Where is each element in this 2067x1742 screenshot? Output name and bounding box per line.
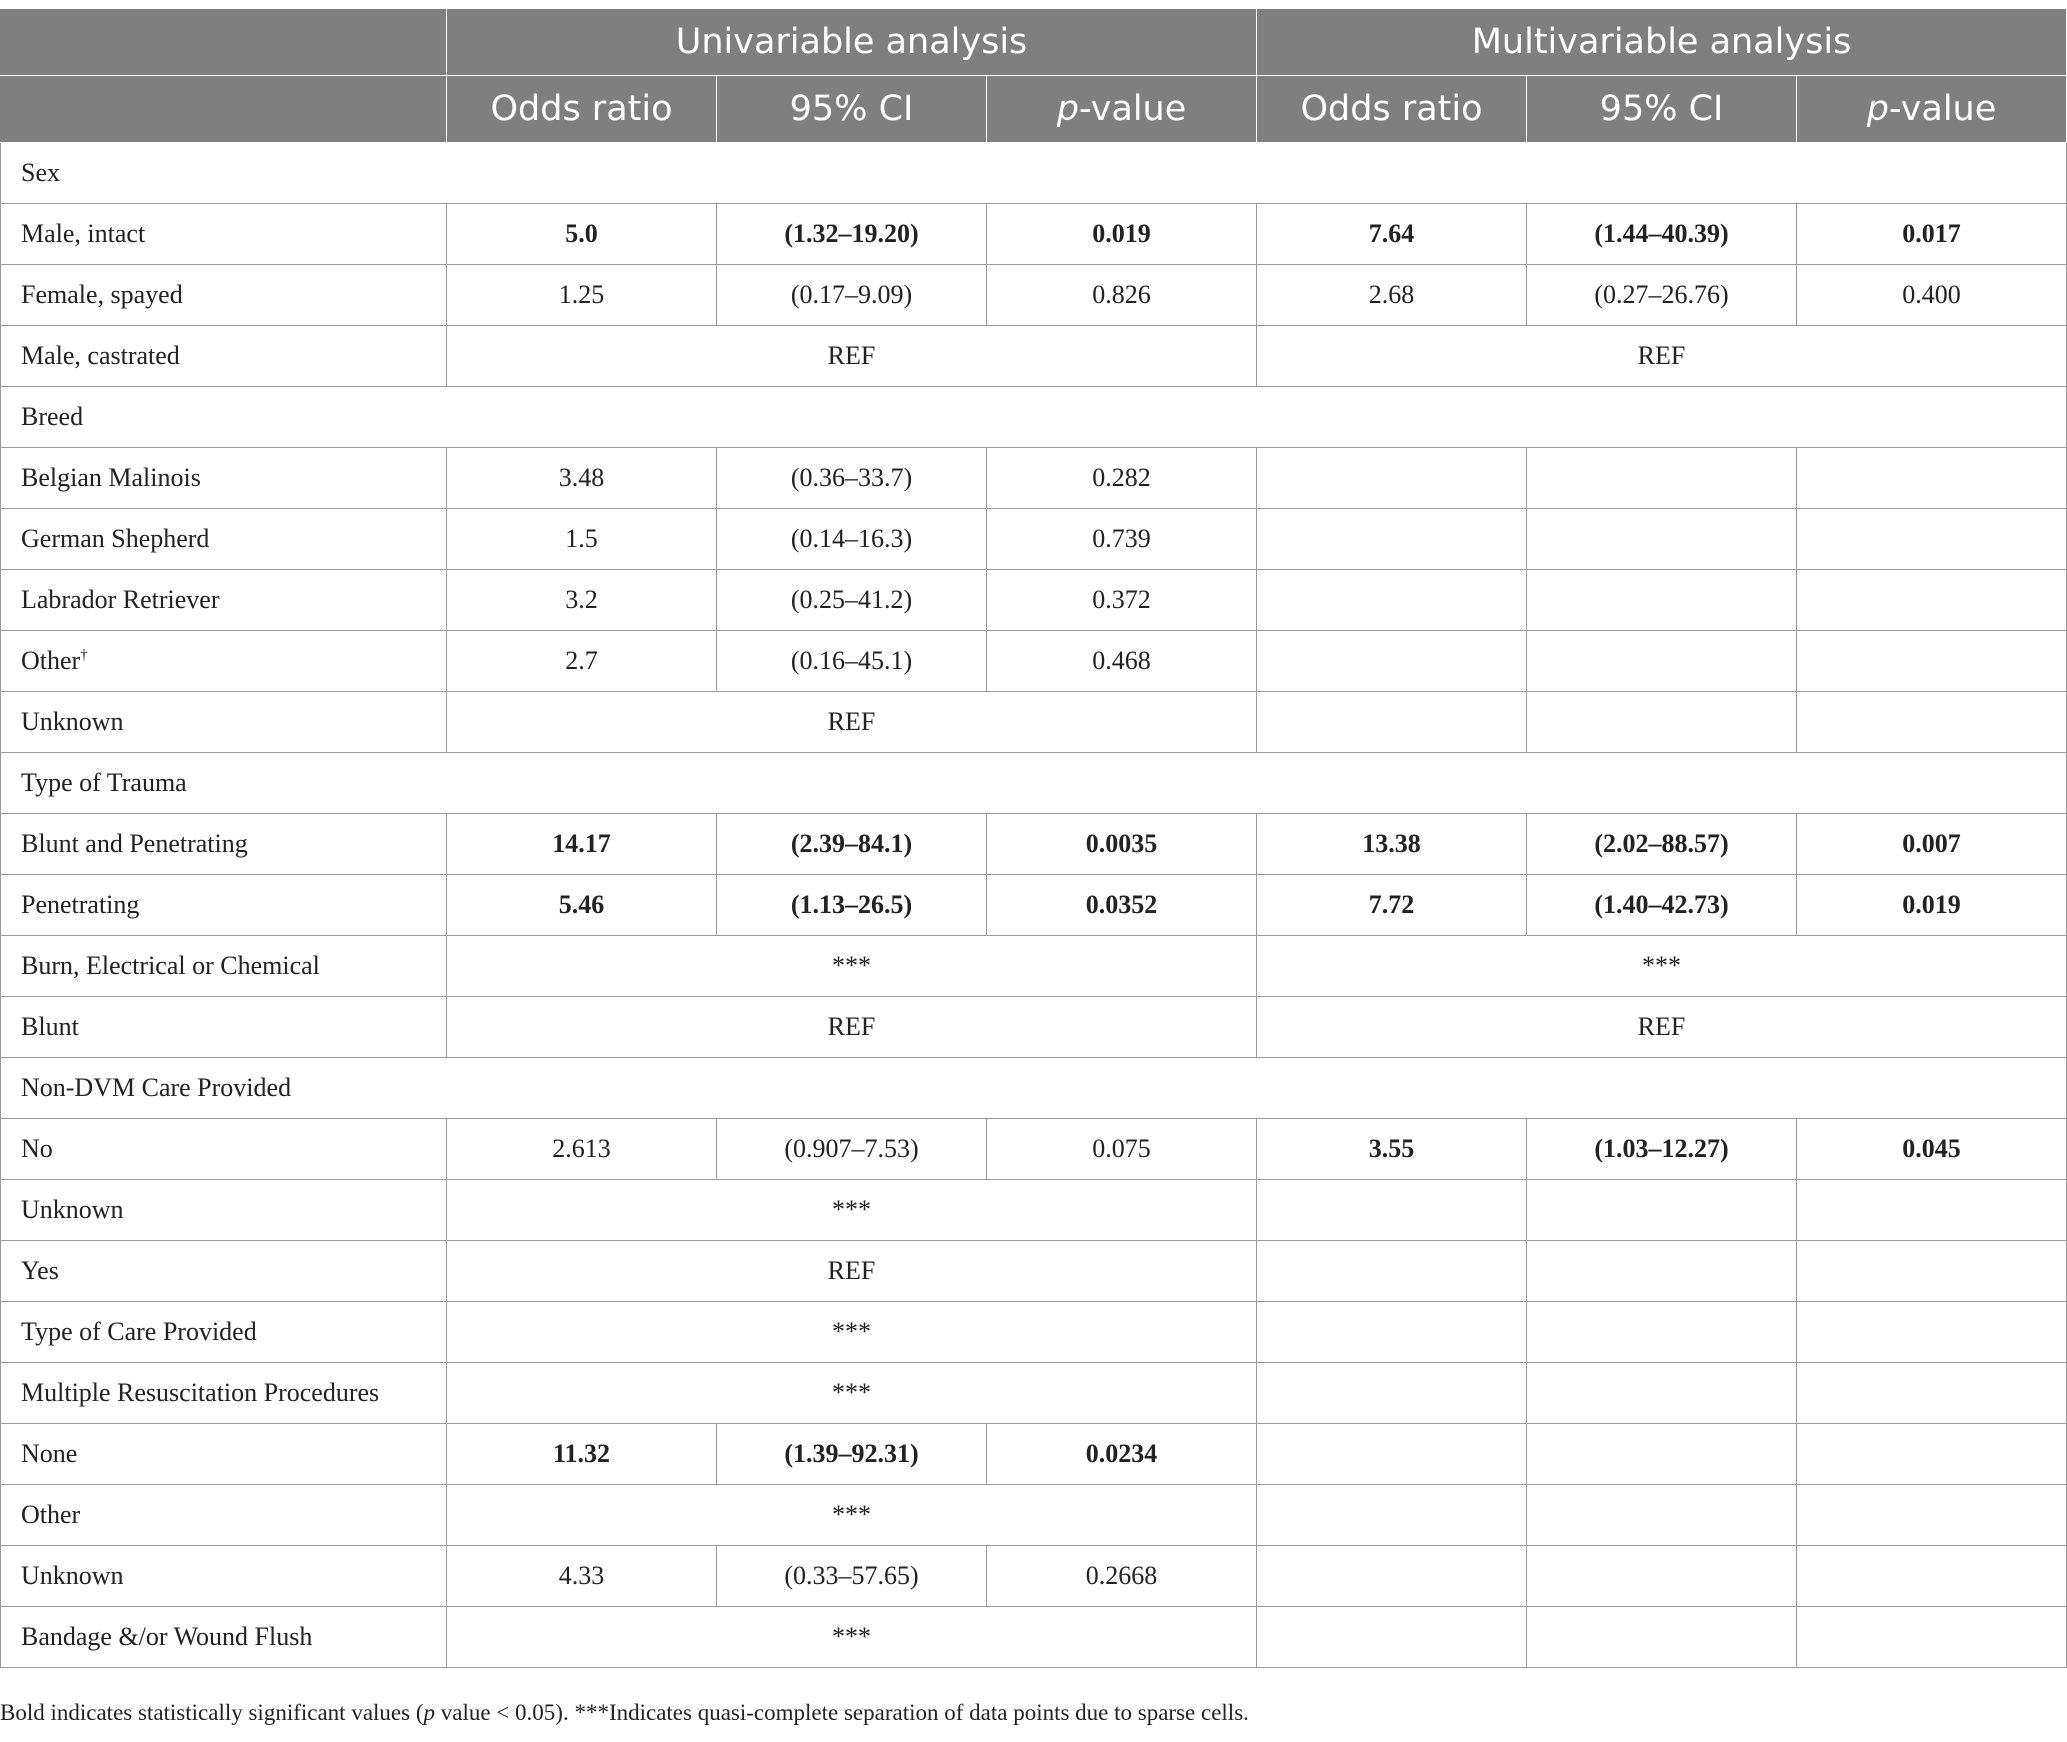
u-ci: (1.13–26.5) [717,875,987,936]
table-row-unknown-care [1,1180,2067,1241]
u-pvalue: 0.826 [987,265,1257,326]
header-m-pvalue: p-value [1797,76,2067,143]
row-label: Other† [1,631,447,692]
row-label: Unknown [1,692,447,753]
table-row-other-care [1,1485,2067,1546]
header-u-odds-ratio: Odds ratio [447,76,717,143]
m-empty [1797,448,2067,509]
u-odds-ratio: 1.5 [447,509,717,570]
u-pvalue: 0.739 [987,509,1257,570]
u-pvalue: 0.0352 [987,875,1257,936]
u-pvalue: 0.282 [987,448,1257,509]
m-empty [1797,1546,2067,1607]
m-empty [1797,1363,2067,1424]
m-ci: (1.03–12.27) [1527,1119,1797,1180]
m-pvalue: 0.019 [1797,875,2067,936]
table-row-male-castrated [1,326,2067,387]
m-empty [1257,631,1527,692]
section-label: Sex [1,143,2067,204]
row-label: Male, castrated [1,326,447,387]
table-row-penetrating [1,875,2067,936]
header-m-odds-ratio: Odds ratio [1257,76,1527,143]
m-odds-ratio: 2.68 [1257,265,1527,326]
m-ci: (0.27–26.76) [1527,265,1797,326]
header-u-pvalue: p-value [987,76,1257,143]
m-empty [1527,1424,1797,1485]
u-separation-cell: *** [447,936,1257,997]
m-empty [1797,1241,2067,1302]
row-label: Female, spayed [1,265,447,326]
row-label: Unknown [1,1546,447,1607]
row-label: No [1,1119,447,1180]
odds-ratio-table [0,8,2067,1668]
m-empty [1527,1607,1797,1668]
m-empty [1527,570,1797,631]
results-table-container [0,8,2067,1668]
u-pvalue: 0.2668 [987,1546,1257,1607]
m-empty [1797,1180,2067,1241]
row-label: Labrador Retriever [1,570,447,631]
table-header [1,9,2067,143]
u-odds-ratio: 5.46 [447,875,717,936]
m-odds-ratio: 13.38 [1257,814,1527,875]
row-label: Male, intact [1,204,447,265]
m-empty [1797,570,2067,631]
u-odds-ratio: 3.2 [447,570,717,631]
m-empty [1797,692,2067,753]
m-pvalue: 0.017 [1797,204,2067,265]
m-pvalue: 0.007 [1797,814,2067,875]
m-empty [1257,1485,1527,1546]
u-pvalue: 0.0035 [987,814,1257,875]
row-label: Bandage &/or Wound Flush [1,1607,447,1668]
u-pvalue: 0.468 [987,631,1257,692]
section-label: Type of Trauma [1,753,2067,814]
u-separation-cell: *** [447,1302,1257,1363]
header-m-ci: 95% CI [1527,76,1797,143]
row-label: Yes [1,1241,447,1302]
m-empty [1527,509,1797,570]
u-ref-cell: REF [447,997,1257,1058]
row-label: Belgian Malinois [1,448,447,509]
row-label: German Shepherd [1,509,447,570]
m-empty [1257,1180,1527,1241]
u-ci: (0.17–9.09) [717,265,987,326]
table-row-belgian-malinois [1,448,2067,509]
table-row-blunt [1,997,2067,1058]
m-empty [1797,509,2067,570]
u-ci: (2.39–84.1) [717,814,987,875]
u-ci: (0.16–45.1) [717,631,987,692]
row-label: Burn, Electrical or Chemical [1,936,447,997]
u-pvalue: 0.0234 [987,1424,1257,1485]
row-label: Other [1,1485,447,1546]
table-row-german-shepherd [1,509,2067,570]
m-empty [1527,692,1797,753]
section-row-non-dvm-care [1,1058,2067,1119]
m-ref-cell: REF [1257,326,2067,387]
u-ci: (0.33–57.65) [717,1546,987,1607]
m-empty [1797,1424,2067,1485]
header-univariable: Univariable analysis [447,9,1257,76]
footnote-dagger: † [80,647,88,663]
m-pvalue: 0.400 [1797,265,2067,326]
u-ref-cell: REF [447,1241,1257,1302]
table-row-no [1,1119,2067,1180]
section-label: Breed [1,387,2067,448]
table-row-labrador-retriever [1,570,2067,631]
u-odds-ratio: 1.25 [447,265,717,326]
section-row-breed [1,387,2067,448]
u-ci: (0.25–41.2) [717,570,987,631]
section-row-trauma [1,753,2067,814]
m-empty [1257,1607,1527,1668]
u-ci: (1.39–92.31) [717,1424,987,1485]
u-pvalue: 0.075 [987,1119,1257,1180]
table-row-unknown-procedure [1,1546,2067,1607]
table-row-male-intact [1,204,2067,265]
u-ci: (1.32–19.20) [717,204,987,265]
u-ci: (0.36–33.7) [717,448,987,509]
table-body [1,143,2067,1668]
table-row-none [1,1424,2067,1485]
m-empty [1257,1302,1527,1363]
u-separation-cell: *** [447,1607,1257,1668]
u-odds-ratio: 3.48 [447,448,717,509]
m-ci: (1.40–42.73) [1527,875,1797,936]
u-separation-cell: *** [447,1363,1257,1424]
m-empty [1527,1302,1797,1363]
u-odds-ratio: 5.0 [447,204,717,265]
table-row-unknown-breed [1,692,2067,753]
table-row-care-type [1,1302,2067,1363]
table-row-bandage [1,1607,2067,1668]
u-ci: (0.14–16.3) [717,509,987,570]
m-odds-ratio: 7.64 [1257,204,1527,265]
m-empty [1257,1241,1527,1302]
m-empty [1527,1241,1797,1302]
m-ci: (2.02–88.57) [1527,814,1797,875]
header-blank [1,9,447,76]
u-ref-cell: REF [447,692,1257,753]
section-label: Non-DVM Care Provided [1,1058,2067,1119]
m-empty [1257,448,1527,509]
m-empty [1257,692,1527,753]
row-label: Unknown [1,1180,447,1241]
header-multivariable: Multivariable analysis [1257,9,2067,76]
m-pvalue: 0.045 [1797,1119,2067,1180]
m-odds-ratio: 7.72 [1257,875,1527,936]
header-u-ci: 95% CI [717,76,987,143]
u-separation-cell: *** [447,1485,1257,1546]
m-empty [1257,1363,1527,1424]
u-odds-ratio: 2.7 [447,631,717,692]
u-odds-ratio: 14.17 [447,814,717,875]
m-empty [1257,1424,1527,1485]
m-empty [1797,631,2067,692]
table-row-female-spayed [1,265,2067,326]
section-row-sex [1,143,2067,204]
table-row-blunt-penetrating [1,814,2067,875]
m-empty [1797,1302,2067,1363]
row-label: Multiple Resuscitation Procedures [1,1363,447,1424]
table-row-burn [1,936,2067,997]
m-empty [1257,509,1527,570]
header-blank-2 [1,76,447,143]
table-footnote: Bold indicates statistically significant values (p value < 0.05). ***Indicates quasi-complete separation of data points due to sparse cells. [0,1700,1249,1725]
u-odds-ratio: 4.33 [447,1546,717,1607]
table-row-multiple-resuscitation [1,1363,2067,1424]
table-row-other-breed [1,631,2067,692]
u-pvalue: 0.019 [987,204,1257,265]
row-label: None [1,1424,447,1485]
m-ci: (1.44–40.39) [1527,204,1797,265]
row-label: Blunt and Penetrating [1,814,447,875]
row-label: Blunt [1,997,447,1058]
m-separation-cell: *** [1257,936,2067,997]
m-empty [1527,448,1797,509]
m-empty [1797,1485,2067,1546]
row-label: Type of Care Provided [1,1302,447,1363]
m-empty [1257,1546,1527,1607]
m-empty [1527,1180,1797,1241]
m-ref-cell: REF [1257,997,2067,1058]
u-odds-ratio: 2.613 [447,1119,717,1180]
u-ci: (0.907–7.53) [717,1119,987,1180]
m-empty [1797,1607,2067,1668]
m-empty [1527,1363,1797,1424]
u-ref-cell: REF [447,326,1257,387]
table-row-yes [1,1241,2067,1302]
m-empty [1527,1546,1797,1607]
m-empty [1527,1485,1797,1546]
m-empty [1257,570,1527,631]
u-odds-ratio: 11.32 [447,1424,717,1485]
m-odds-ratio: 3.55 [1257,1119,1527,1180]
row-label: Penetrating [1,875,447,936]
m-empty [1527,631,1797,692]
u-pvalue: 0.372 [987,570,1257,631]
u-separation-cell: *** [447,1180,1257,1241]
